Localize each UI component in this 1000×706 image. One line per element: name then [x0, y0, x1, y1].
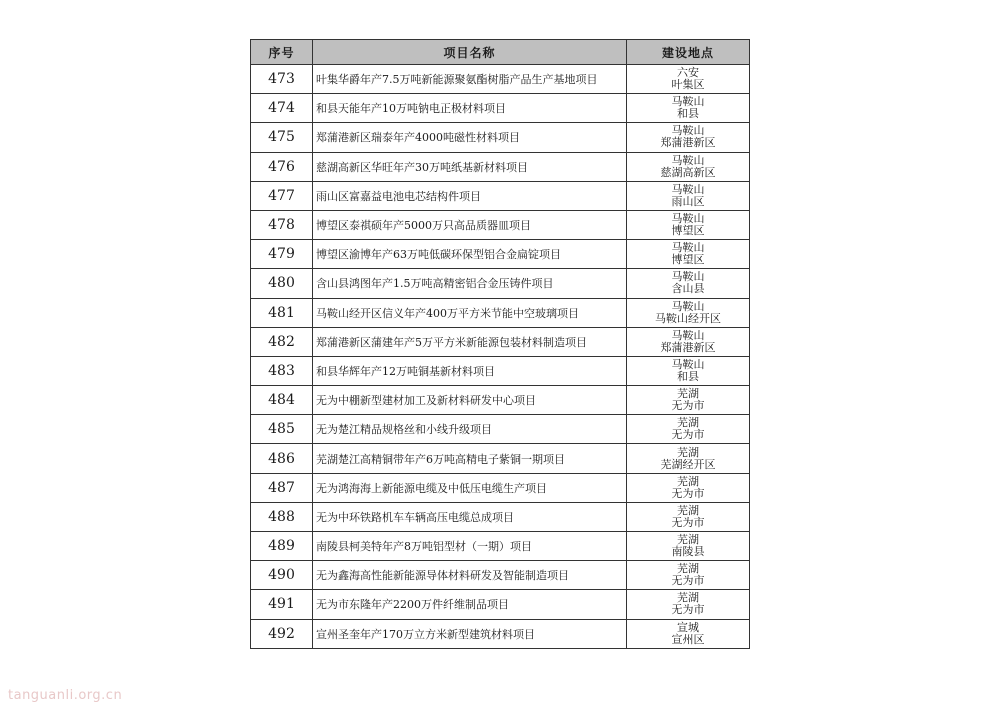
serial-number-cell: 492: [251, 619, 313, 648]
table-row: [251, 123, 750, 152]
location-cell: [627, 415, 750, 444]
location-district: 无为市: [671, 603, 705, 617]
location-city: 马鞍山: [671, 270, 705, 284]
project-name-cell: 郑蒲港新区蒲建年产5万平方米新能源包装材料制造项目: [313, 327, 627, 356]
location-city: 马鞍山: [671, 212, 705, 226]
header-serial-number: 序号: [251, 40, 313, 65]
location-district: 雨山区: [671, 194, 705, 208]
serial-number-cell: 489: [251, 532, 313, 561]
location-cell: [627, 210, 750, 239]
table-row: [251, 473, 750, 502]
location-district: 和县: [677, 107, 699, 121]
project-name-cell: 雨山区富嘉益电池电芯结构件项目: [313, 181, 627, 210]
location-city: 芜湖: [677, 416, 699, 430]
project-name-cell: 无为中环铁路机车车辆高压电缆总成项目: [313, 502, 627, 531]
table-header: [251, 40, 750, 65]
location-district: 无为市: [671, 574, 705, 588]
location-cell: [627, 152, 750, 181]
table-row: [251, 532, 750, 561]
location-cell: [627, 123, 750, 152]
serial-number-cell: 475: [251, 123, 313, 152]
project-name-cell: 无为楚江精品规格丝和小线升级项目: [313, 415, 627, 444]
serial-number-cell: 473: [251, 65, 313, 94]
location-city: 芜湖: [677, 387, 699, 401]
table-row: [251, 356, 750, 385]
location-cell: [627, 269, 750, 298]
location-city: 马鞍山: [671, 153, 705, 167]
table-row: [251, 619, 750, 648]
header-project-name: 项目名称: [313, 40, 627, 65]
location-cell: [627, 240, 750, 269]
project-name-cell: 芜湖楚江高精铜带年产6万吨高精电子紫铜一期项目: [313, 444, 627, 473]
table-row: [251, 240, 750, 269]
table-row: [251, 386, 750, 415]
location-city: 芜湖: [677, 445, 699, 459]
table-row: [251, 298, 750, 327]
table-row: [251, 561, 750, 590]
location-district: 无为市: [671, 486, 705, 500]
location-cell: [627, 181, 750, 210]
location-cell: [627, 94, 750, 123]
location-cell: [627, 386, 750, 415]
location-city: 马鞍山: [671, 299, 705, 313]
project-name-cell: 无为市东隆年产2200万件纤维制品项目: [313, 590, 627, 619]
serial-number-cell: 476: [251, 152, 313, 181]
location-cell: [627, 532, 750, 561]
serial-number-cell: 478: [251, 210, 313, 239]
location-city: 宣城: [677, 620, 699, 634]
location-cell: [627, 590, 750, 619]
location-district: 博望区: [671, 253, 705, 267]
location-city: 马鞍山: [671, 241, 705, 255]
location-cell: [627, 327, 750, 356]
location-district: 含山县: [671, 282, 705, 296]
serial-number-cell: 483: [251, 356, 313, 385]
location-district: 马鞍山经开区: [655, 311, 721, 325]
project-name-cell: 马鞍山经开区信义年产400万平方米节能中空玻璃项目: [313, 298, 627, 327]
project-name-cell: 含山县鸿图年产1.5万吨高精密铝合金压铸件项目: [313, 269, 627, 298]
project-name-cell: 叶集华爵年产7.5万吨新能源聚氨酯树脂产品生产基地项目: [313, 65, 627, 94]
project-name-cell: 博望区渝博年产63万吨低碳环保型铝合金扁锭项目: [313, 240, 627, 269]
location-city: 马鞍山: [671, 357, 705, 371]
project-name-cell: 无为鸿海海上新能源电缆及中低压电缆生产项目: [313, 473, 627, 502]
serial-number-cell: 482: [251, 327, 313, 356]
location-cell: [627, 502, 750, 531]
table-row: [251, 415, 750, 444]
header-row: [251, 40, 750, 65]
location-district: 芜湖经开区: [660, 457, 716, 471]
location-cell: [627, 619, 750, 648]
location-cell: [627, 356, 750, 385]
location-city: 马鞍山: [671, 95, 705, 109]
location-city: 马鞍山: [671, 182, 705, 196]
table-row: [251, 210, 750, 239]
serial-number-cell: 485: [251, 415, 313, 444]
table-row: [251, 590, 750, 619]
location-cell: [627, 444, 750, 473]
location-cell: [627, 298, 750, 327]
location-district: 南陵县: [671, 545, 705, 559]
location-city: 马鞍山: [671, 328, 705, 342]
location-city: 马鞍山: [671, 124, 705, 138]
table-row: [251, 94, 750, 123]
table-row: [251, 152, 750, 181]
serial-number-cell: 480: [251, 269, 313, 298]
location-district: 叶集区: [671, 78, 705, 92]
location-district: 和县: [677, 369, 699, 383]
location-district: 博望区: [671, 224, 705, 238]
serial-number-cell: 477: [251, 181, 313, 210]
project-name-cell: 无为中棚新型建材加工及新材料研发中心项目: [313, 386, 627, 415]
table-row: [251, 65, 750, 94]
table-row: [251, 327, 750, 356]
serial-number-cell: 491: [251, 590, 313, 619]
serial-number-cell: 474: [251, 94, 313, 123]
location-city: 芜湖: [677, 562, 699, 576]
serial-number-cell: 486: [251, 444, 313, 473]
project-name-cell: 和县天能年产10万吨钠电正极材料项目: [313, 94, 627, 123]
location-district: 无为市: [671, 399, 705, 413]
location-district: 无为市: [671, 515, 705, 529]
header-location: 建设地点: [627, 40, 750, 65]
serial-number-cell: 479: [251, 240, 313, 269]
location-cell: [627, 561, 750, 590]
location-city: 芜湖: [677, 474, 699, 488]
location-city: 芜湖: [677, 503, 699, 517]
table-body: [251, 65, 750, 649]
project-name-cell: 南陵县柯美特年产8万吨铝型材（一期）项目: [313, 532, 627, 561]
serial-number-cell: 481: [251, 298, 313, 327]
project-name-cell: 无为鑫海高性能新能源导体材料研发及智能制造项目: [313, 561, 627, 590]
serial-number-cell: 490: [251, 561, 313, 590]
project-name-cell: 博望区泰祺硕年产5000万只高品质器皿项目: [313, 210, 627, 239]
serial-number-cell: 488: [251, 502, 313, 531]
serial-number-cell: 487: [251, 473, 313, 502]
location-city: 六安: [677, 66, 699, 80]
location-cell: [627, 473, 750, 502]
serial-number-cell: 484: [251, 386, 313, 415]
location-district: 慈湖高新区: [660, 165, 716, 179]
location-city: 芜湖: [677, 591, 699, 605]
project-table: [250, 39, 750, 649]
project-name-cell: 宣州圣奎年产170万立方米新型建筑材料项目: [313, 619, 627, 648]
table-row: [251, 502, 750, 531]
location-district: 郑蒲港新区: [660, 340, 716, 354]
location-city: 芜湖: [677, 533, 699, 547]
location-district: 无为市: [671, 428, 705, 442]
project-name-cell: 慈湖高新区华旺年产30万吨纸基新材料项目: [313, 152, 627, 181]
project-name-cell: 郑蒲港新区瑞泰年产4000吨磁性材料项目: [313, 123, 627, 152]
table-row: [251, 181, 750, 210]
table-row: [251, 269, 750, 298]
location-district: 宣州区: [671, 632, 705, 646]
project-name-cell: 和县华辉年产12万吨铜基新材料项目: [313, 356, 627, 385]
table-row: [251, 444, 750, 473]
location-district: 郑蒲港新区: [660, 136, 716, 150]
location-cell: [627, 65, 750, 94]
watermark-text: tanguanli.org.cn: [8, 688, 123, 703]
